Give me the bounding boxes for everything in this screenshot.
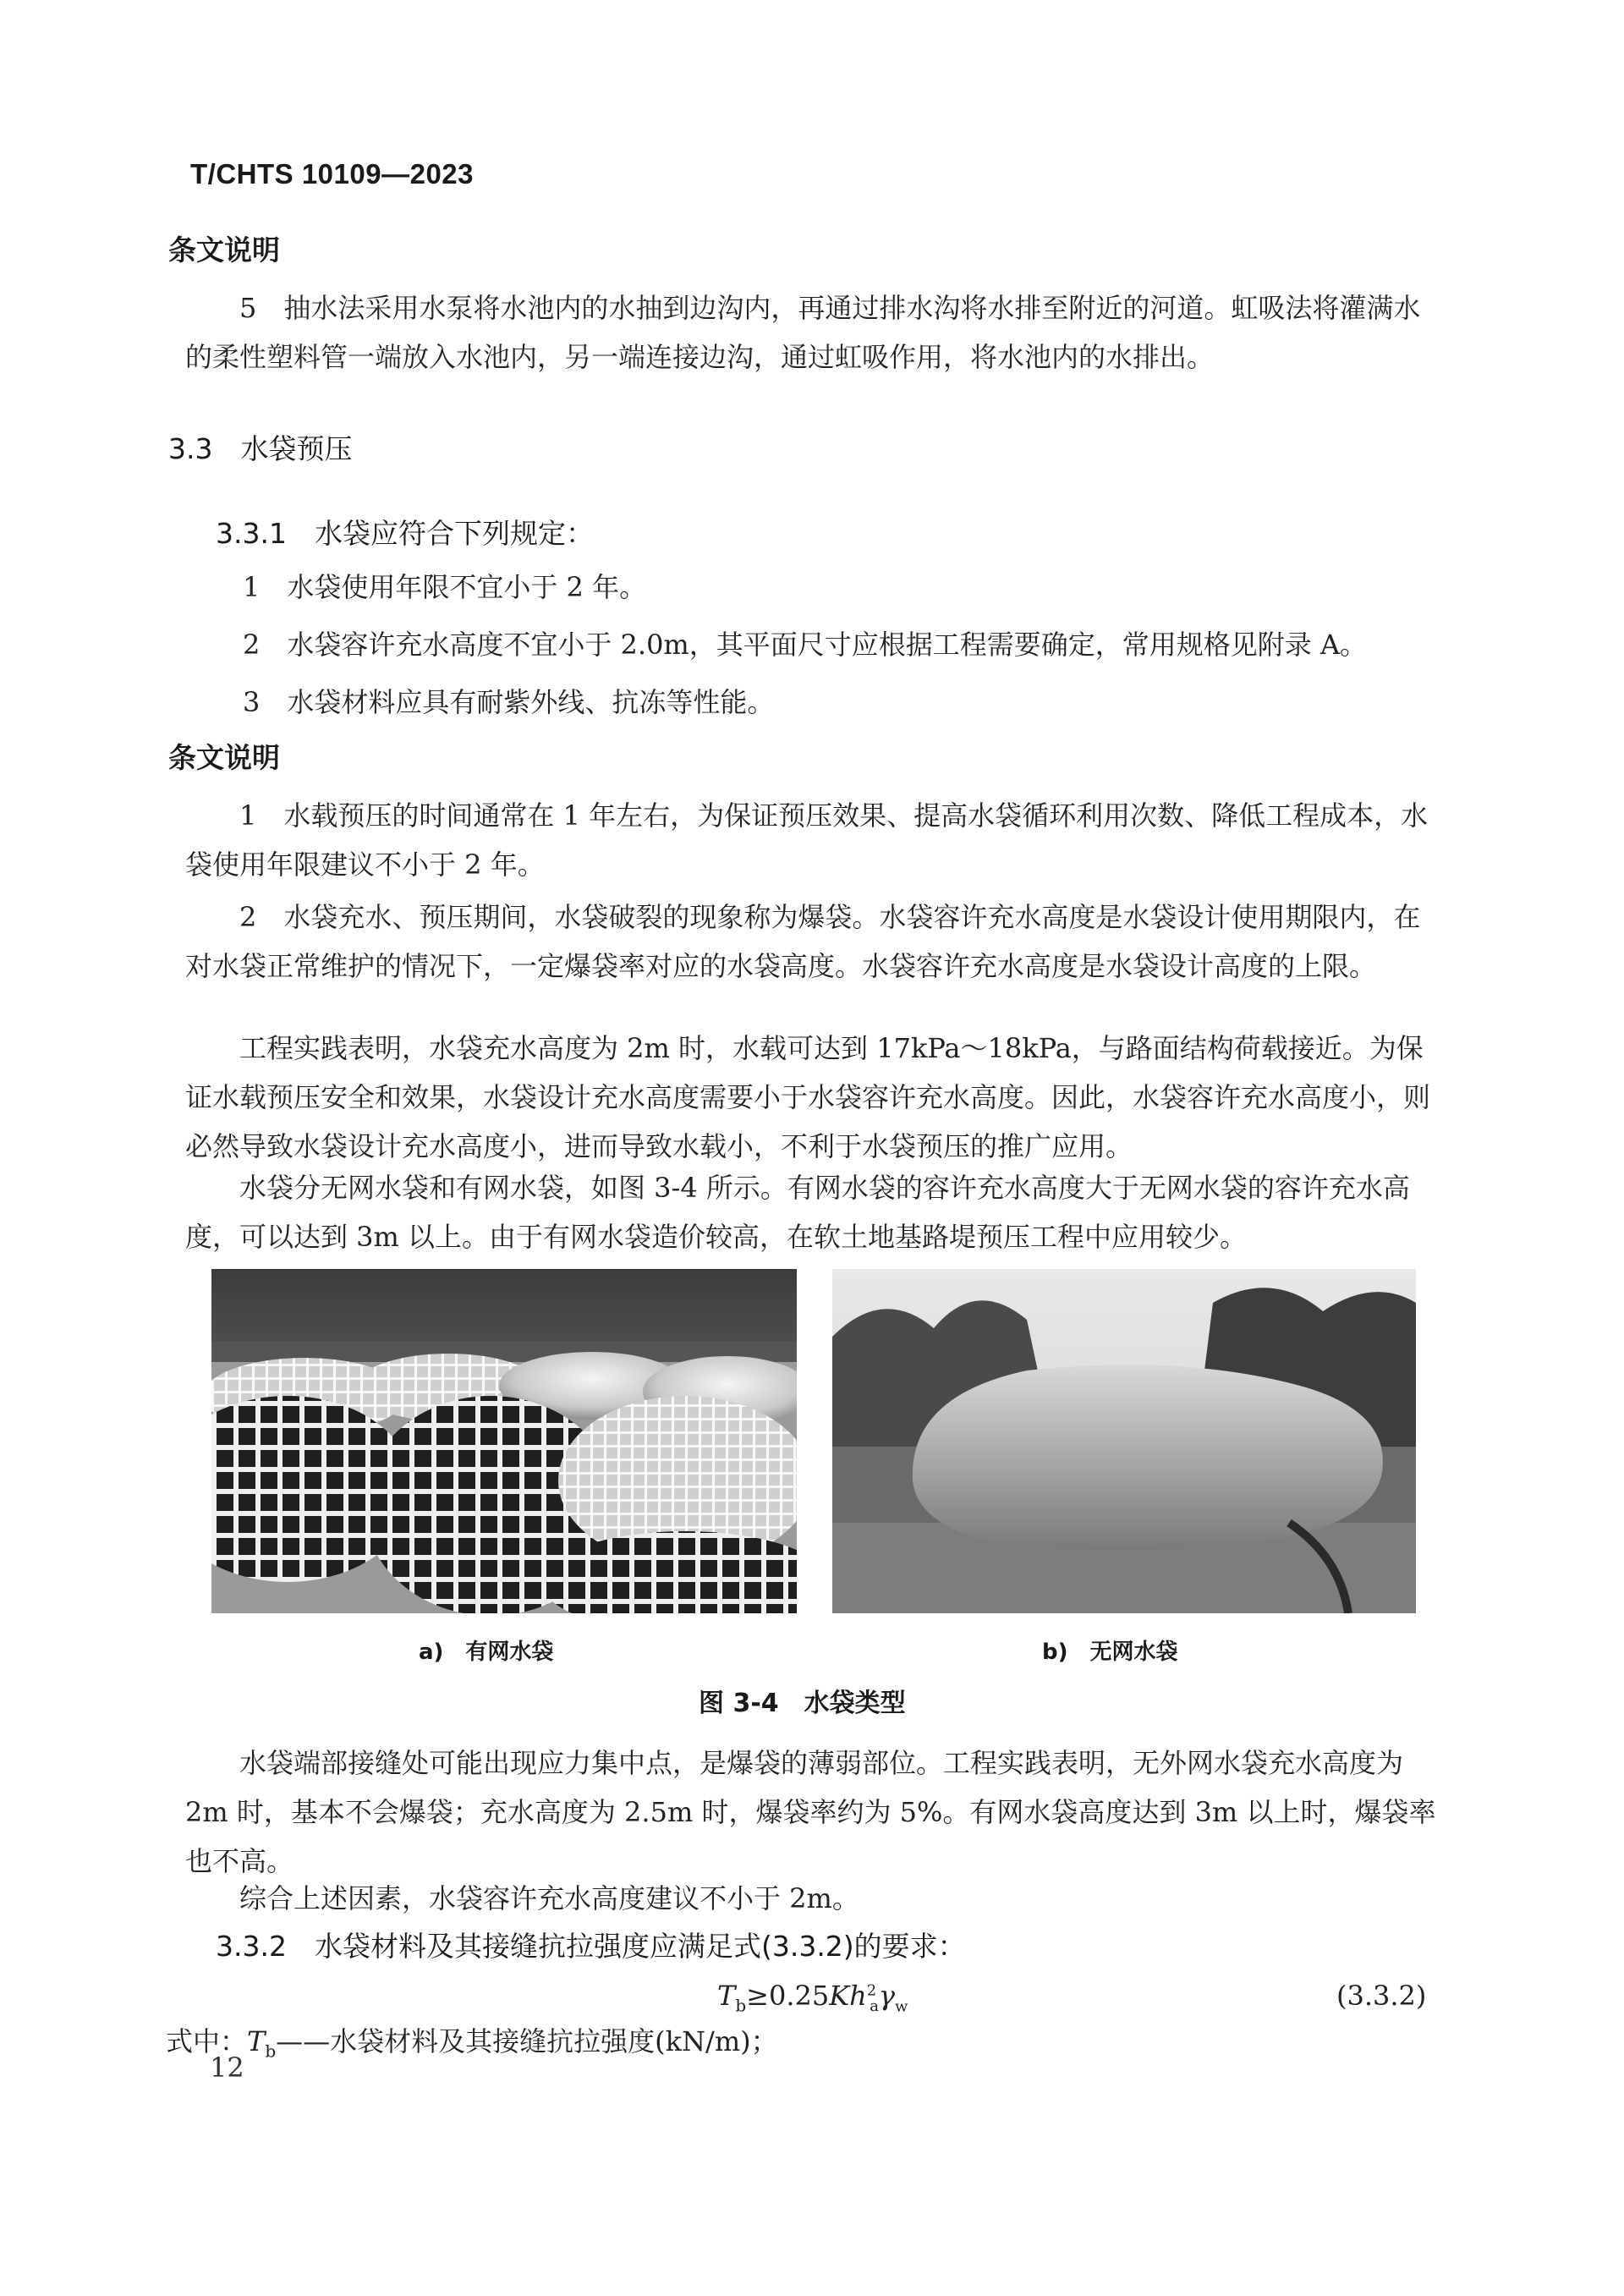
document-code: T/CHTS 10109—2023 — [190, 158, 475, 190]
section-title-3-3: 3.3 水袋预压 — [168, 432, 353, 465]
photo-no-net-water-bag — [832, 1269, 1416, 1613]
where-symbol: $T_b$ — [247, 2025, 277, 2062]
commentary-title: 条文说明 — [168, 233, 280, 266]
figure-title: 图 3-4 水袋类型 — [699, 1689, 906, 1718]
formula-number: (3.3.2) — [1336, 1980, 1427, 2012]
clause-title-3-3-2: 3.3.2 水袋材料及其接缝抗拉强度应满足式(3.3.2)的要求： — [216, 1930, 966, 1963]
commentary-title-2: 条文说明 — [168, 741, 280, 774]
commentary-paragraph-4: 水袋分无网水袋和有网水袋，如图 3-4 所示。有网水袋的容许充水高度大于无网水袋的容许充水高度，可以达到 3m 以上。由于有网水袋造价较高，在软土地基路堤预压工程中应用较少。 — [185, 1172, 1410, 1253]
where-prefix: 式中： — [166, 2025, 248, 2057]
figure-caption-b: b) 无网水袋 — [1042, 1640, 1178, 1665]
photo-net-water-bags — [211, 1269, 797, 1613]
commentary-paragraph-5: 5 抽水法采用水泵将水池内的水抽到边沟内，再通过排水沟将水排至附近的河道。虹吸法将灌满水的柔性塑料管一端放入水池内，另一端连接边沟，通过虹吸作用，将水池内的水排出。 — [185, 292, 1421, 373]
clause-item-3: 3 水袋材料应具有耐紫外线、抗冻等性能。 — [243, 686, 775, 718]
commentary-paragraph-3: 工程实践表明，水袋充水高度为 2m 时，水载可达到 17kPa～18kPa，与路面结构荷载接近。为保证水载预压安全和效果，水袋设计充水高度需要小于水袋容许充水高度。因此，水袋容许充水高度小，则必然导致水袋设计充水高度小，进而导致水载小，不利于水袋预压的推广应用。 — [185, 1032, 1431, 1162]
page-number: 12 — [210, 2052, 244, 2084]
clause-title-3-3-1: 3.3.1 水袋应符合下列规定： — [216, 517, 594, 550]
post-figure-paragraph-2: 综合上述因素，水袋容许充水高度建议不小于 2m。 — [239, 1882, 859, 1914]
where-definition: ——水袋材料及其接缝抗拉强度(kN/m)； — [276, 2025, 778, 2057]
commentary-paragraph-2: 2 水袋充水、预压期间，水袋破裂的现象称为爆袋。水袋容许充水高度是水袋设计使用期限内，在对水袋正常维护的情况下，一定爆袋率对应的水袋高度。水袋容许充水高度是水袋设计高度的上限。 — [185, 901, 1421, 982]
figure-caption-a: a) 有网水袋 — [419, 1640, 554, 1665]
clause-item-2: 2 水袋容许充水高度不宜小于 2.0m，其平面尺寸应根据工程需要确定，常用规格见附录 A。 — [243, 629, 1368, 661]
post-figure-paragraph-1: 水袋端部接缝处可能出现应力集中点，是爆袋的薄弱部位。工程实践表明，无外网水袋充水高度为 2m 时，基本不会爆袋；充水高度为 2.5m 时，爆袋率约为 5%。有网水袋高度达到 3m 以上时，爆袋率也不高。 — [185, 1747, 1436, 1877]
commentary-paragraph-1: 1 水载预压的时间通常在 1 年左右，为保证预压效果、提高水袋循环利用次数、降低工程成本，水袋使用年限建议不小于 2 年。 — [185, 799, 1429, 881]
clause-item-1: 1 水袋使用年限不宜小于 2 年。 — [243, 571, 647, 603]
where-clause — [166, 2017, 778, 2075]
formula-3-3-2: $T_b\ge 0.25Kh^2_a\gamma_w$ — [717, 1980, 908, 2016]
